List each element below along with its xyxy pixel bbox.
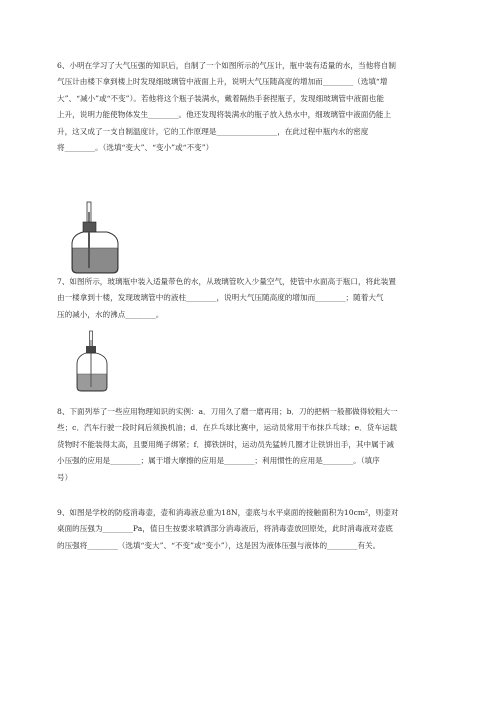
q9-line: 桌面的压强为________Pa，值日生按要求喷洒部分消毒液后，将消毒壶放回原处，此时消毒液对壶底 [57, 524, 393, 534]
barometer-bottle-figure [64, 200, 126, 276]
bottle-stopper [83, 222, 96, 232]
colored-water-bottle-figure [72, 330, 112, 394]
bottle-water [73, 248, 118, 273]
q6-line: 6、小明在学习了大气压强的知识后，自制了一个如图所示的气压计，瓶中装有适量的水，当他将自制 [57, 61, 396, 70]
q6-line: 上升，说明力能使物体发生________。他还发现将装满水的瓶子放入热水中，细玻璃管中液面仍能上 [57, 110, 392, 120]
q7-line: 由一楼拿到十楼，发现玻璃管中的液柱________，说明大气压随高度的增加而________；随着大气 [57, 293, 384, 303]
question-6 [57, 58, 449, 156]
q8-line: 货物时不能装得太高，且要用绳子绑紧；f．掷铁饼时，运动员先猛转几圈才让铁饼出手，其中属于减 [57, 439, 394, 449]
question-9 [57, 505, 449, 554]
q6-line: 气压计由楼下拿到楼上时发现细玻璃管中液面上升，说明大气压随高度的增加而________（选填“增 [57, 77, 388, 87]
q6-line: 升，这又成了一支自制温度计，它的工作原理是________________，在此过程中瓶内水的密度 [57, 126, 369, 136]
tube-inside-bottle [91, 353, 92, 387]
question-7 [57, 274, 449, 323]
q7-line: 压的减小，水的沸点________。 [57, 309, 164, 319]
q6-line: 将________。（选填“变大”、“变小”或“不变”） [57, 143, 214, 153]
q8-line: 些；c．汽车行驶一段时间后须换机油；d．在乒乓球比赛中，运动员常用干布抹乒乓球；e．货车运载 [57, 423, 398, 433]
q8-line: 8、下面列举了一些应用物理知识的实例：a．刀用久了磨一磨再用；b．刀的把柄一般都做得较粗大一 [57, 407, 398, 416]
q6-line: 大”、“减小”或“不变”）。若他将这个瓶子装满水，戴着隔热手套捏瓶子，发现细玻璃管中液面也能 [57, 93, 384, 103]
bottle-stopper [86, 346, 96, 353]
q9-line: 9、如图是学校的防疫消毒壶，壶和消毒液总重为18N，壶底与水平桌面的接触面积为10cm²，则壶对 [57, 508, 399, 517]
q9-line: 的压强将________（选填“变大”、“不变”或“变小”），这是因为液体压强与液体的________有关。 [57, 540, 381, 550]
bottle-water [78, 374, 107, 391]
q7-line: 7、如图所示，玻璃瓶中装入适量带色的水，从玻璃管吹入少量空气，使管中水面高于瓶口，将此装置 [57, 277, 396, 286]
q8-line: 小压强的应用是________；属于增大摩擦的应用是________；利用惯性的应用是________。（填序 [57, 456, 380, 466]
q8-line: 号） [57, 472, 73, 482]
question-8 [57, 404, 449, 486]
tube-inside-bottle [88, 232, 90, 268]
